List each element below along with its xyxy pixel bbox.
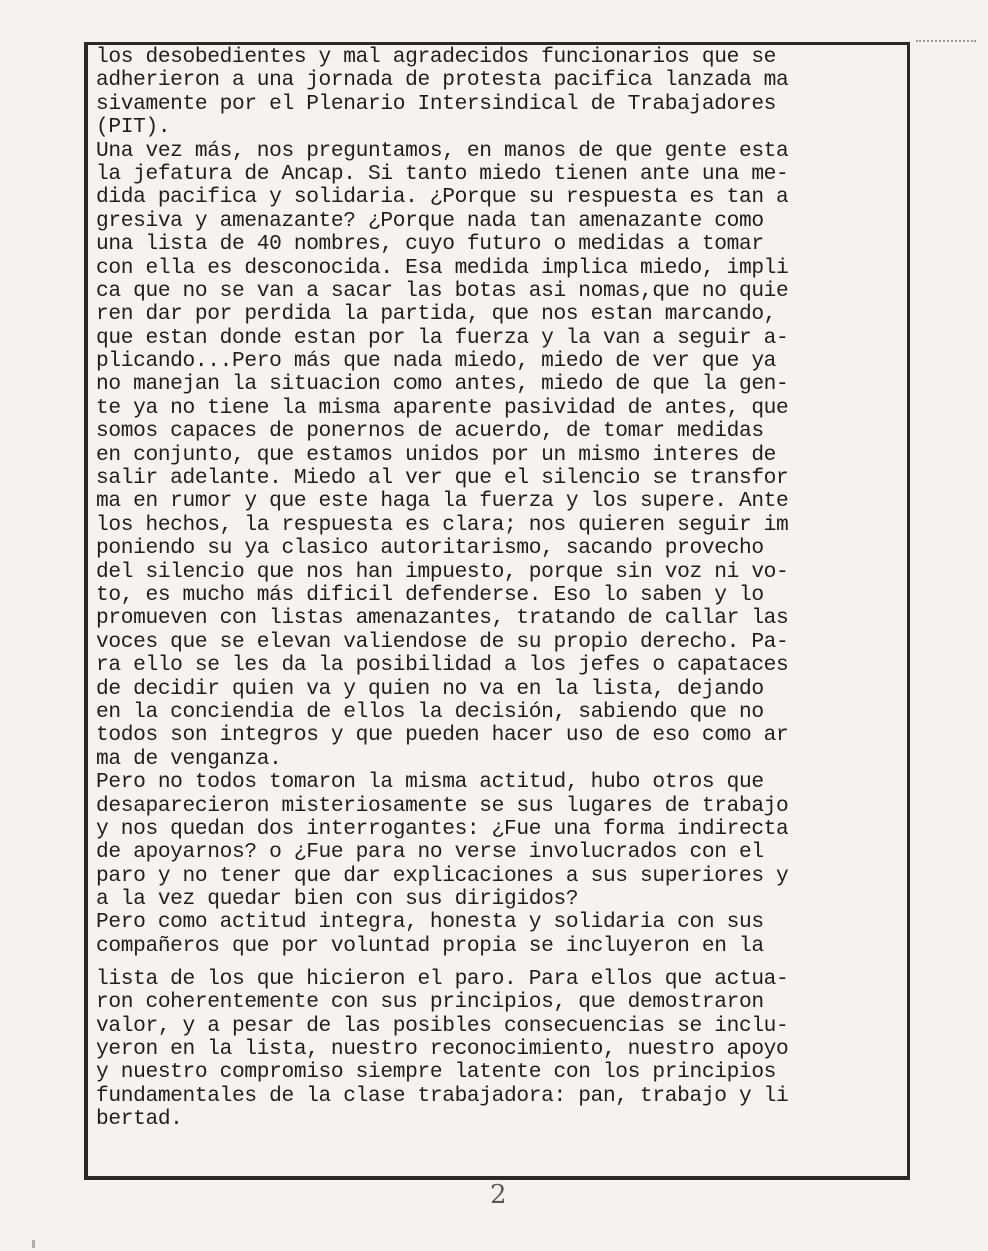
text-line: ren dar por perdida la partida, que nos estan marcando,	[96, 302, 777, 327]
text-line: compañeros que por voluntad propia se incluyeron en la	[96, 933, 764, 958]
text-line: dida pacifica y solidaria. ¿Porque su respuesta es tan a	[96, 185, 789, 210]
text-line: poniendo su ya clasico autoritarismo, sacando provecho	[96, 536, 764, 561]
text-line: ra ello se les da la posibilidad a los jefes o capataces	[96, 653, 789, 678]
text-line: salir adelante. Miedo al ver que el silencio se transfor	[96, 466, 789, 491]
text-line: los hechos, la respuesta es clara; nos quieren seguir im	[96, 512, 789, 537]
text-line: (PIT).	[96, 115, 171, 140]
text-line: te ya no tiene la misma aparente pasividad de antes, que	[96, 395, 789, 420]
text-line: to, es mucho más dificil defenderse. Eso lo saben y lo	[96, 582, 764, 607]
text-line: ma en rumor y que este haga la fuerza y los supere. Ante	[96, 489, 789, 514]
text-line: en la conciendia de ellos la decisión, sabiendo que no	[96, 699, 764, 724]
text-line: desaparecieron misteriosamente se sus lugares de trabajo	[96, 793, 789, 818]
scan-artifact	[916, 40, 976, 44]
page-number: 2	[490, 1180, 507, 1210]
text-line: Una vez más, nos preguntamos, en manos de que gente esta	[96, 138, 789, 163]
text-line: que estan donde estan por la fuerza y la van a seguir a-	[96, 325, 789, 350]
text-line: del silencio que nos han impuesto, porque sin voz ni vo-	[96, 559, 789, 584]
text-line: en conjunto, que estamos unidos por un mismo interes de	[96, 442, 777, 467]
text-line: yeron en la lista, nuestro reconocimiento, nuestro apoyo	[96, 1037, 789, 1062]
text-line: y nos quedan dos interrogantes: ¿Fue una forma indirecta	[96, 816, 789, 841]
text-line: adherieron a una jornada de protesta pacifica lanzada ma	[96, 68, 789, 93]
text-line: voces que se elevan valiendose de su propio derecho. Pa-	[96, 629, 789, 654]
text-line: lista de los que hicieron el paro. Para ellos que actua-	[96, 966, 789, 991]
text-line: todos son integros y que pueden hacer uso de eso como ar	[96, 723, 789, 748]
text-line: ron coherentemente con sus principios, que demostraron	[96, 990, 764, 1015]
text-line: una lista de 40 nombres, cuyo futuro o medidas a tomar	[96, 232, 764, 257]
typed-text-body	[96, 46, 906, 1132]
scan-artifact-mark	[32, 1240, 35, 1248]
text-line: a la vez quedar bien con sus dirigidos?	[96, 887, 579, 912]
text-line: gresiva y amenazante? ¿Porque nada tan amenazante como	[96, 208, 764, 233]
text-line: con ella es desconocida. Esa medida implica miedo, impli	[96, 255, 789, 280]
text-line: no manejan la situacion como antes, miedo de que la gen-	[96, 372, 789, 397]
text-line: ca que no se van a sacar las botas asi nomas,que no quie	[96, 278, 789, 303]
text-line: y nuestro compromiso siempre latente con los principios	[96, 1060, 777, 1085]
text-line: somos capaces de ponernos de acuerdo, de tomar medidas	[96, 419, 764, 444]
text-line: plicando...Pero más que nada miedo, miedo de ver que ya	[96, 349, 777, 374]
text-line: los desobedientes y mal agradecidos funcionarios que se	[96, 45, 777, 69]
text-line: valor, y a pesar de las posibles consecuencias se inclu-	[96, 1013, 789, 1038]
text-line: bertad.	[96, 1107, 183, 1132]
text-line: Pero como actitud integra, honesta y solidaria con sus	[96, 910, 764, 935]
text-line: de decidir quien va y quien no va en la lista, dejando	[96, 676, 764, 701]
text-line: sivamente por el Plenario Intersindical de Trabajadores	[96, 91, 777, 116]
text-line: Pero no todos tomaron la misma actitud, hubo otros que	[96, 770, 764, 795]
text-line: fundamentales de la clase trabajadora: pan, trabajo y li	[96, 1083, 789, 1108]
text-line: de apoyarnos? o ¿Fue para no verse involucrados con el	[96, 840, 764, 865]
text-line: promueven con listas amenazantes, tratando de callar las	[96, 606, 789, 631]
text-line: paro y no tener que dar explicaciones a sus superiores y	[96, 863, 789, 888]
text-line: ma de venganza.	[96, 746, 282, 771]
text-line: la jefatura de Ancap. Si tanto miedo tienen ante una me-	[96, 161, 789, 186]
